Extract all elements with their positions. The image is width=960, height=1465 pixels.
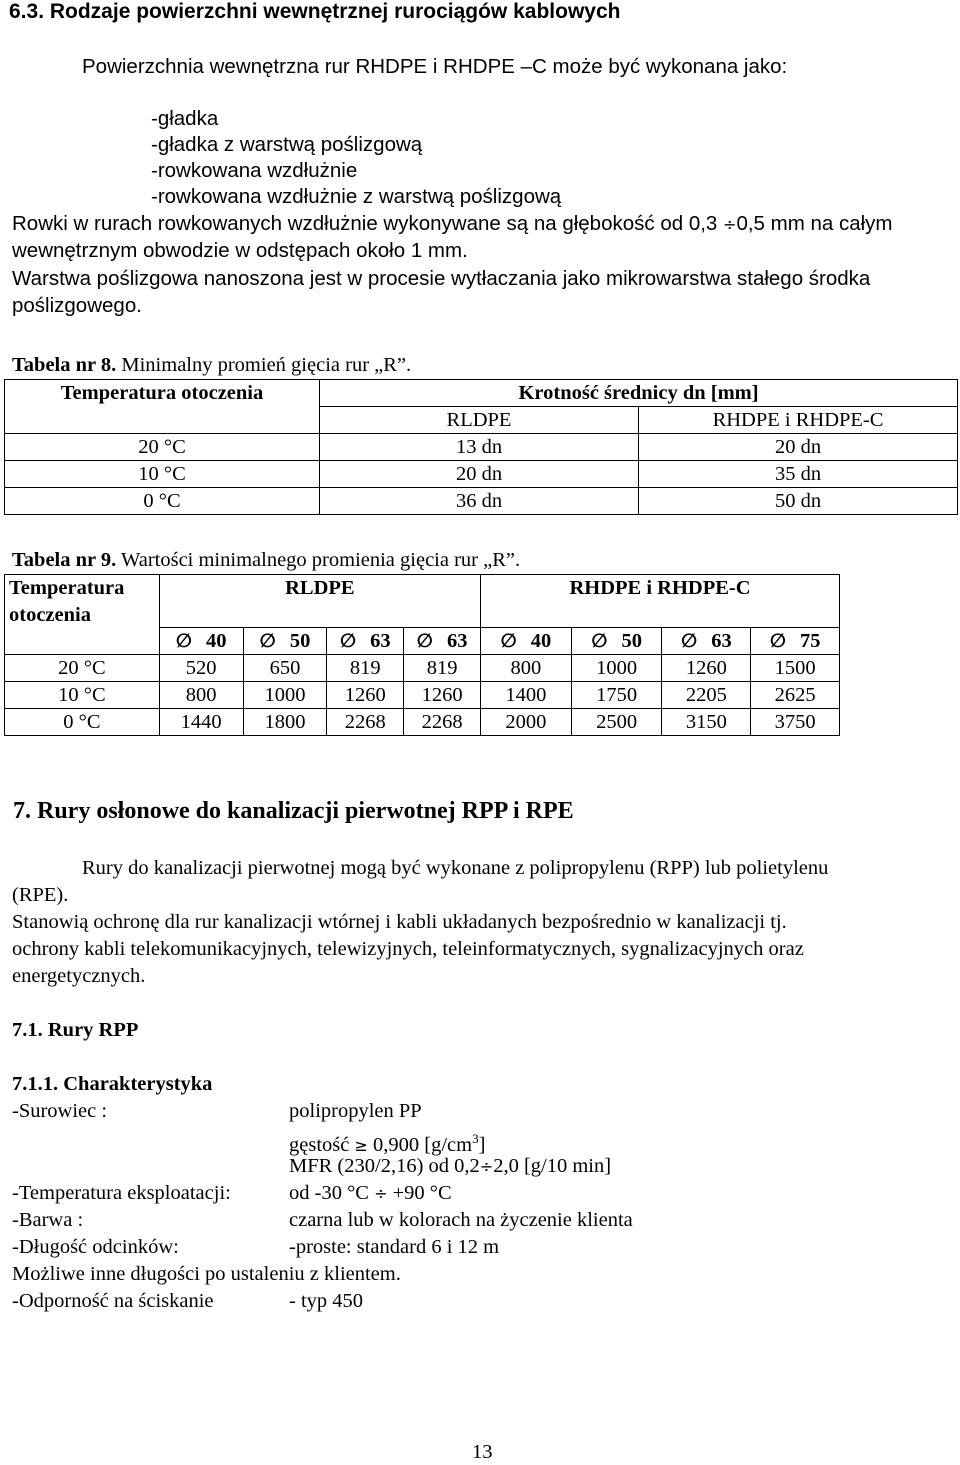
- divide-symbol: ÷: [374, 1184, 388, 1203]
- table9-caption: [12, 547, 520, 573]
- table-cell: 1500: [751, 655, 840, 682]
- header-group: Krotność średnicy dn [mm]: [320, 380, 958, 407]
- table8: [4, 379, 958, 515]
- spec-label: -Długość odcinków:: [12, 1236, 179, 1258]
- table-cell: 520: [159, 655, 243, 682]
- table-cell: 20 dn: [639, 434, 958, 461]
- header-rldpe: RLDPE: [159, 575, 480, 628]
- spec-value-mfr: MFR (230/2,16) od 0,2÷2,0 [g/10 min]: [289, 1155, 612, 1177]
- table-cell: 0 °C: [5, 709, 160, 736]
- diameter-icon: ∅: [769, 630, 786, 652]
- table-cell: 1260: [404, 682, 481, 709]
- paragraph-line: ochrony kabli telekomunikacyjnych, telewizyjnych, teleinformatycznych, sygnalizacyjnych oraz: [12, 938, 804, 960]
- subsection-heading: 7.1.1. Charakterystyka: [12, 1073, 213, 1095]
- spec-note: Możliwe inne długości po ustaleniu z klientem.: [12, 1263, 401, 1285]
- table-cell: 0 °C: [5, 488, 320, 515]
- table-cell: 50 dn: [639, 488, 958, 515]
- diameter-cell: ∅ 63: [327, 628, 404, 655]
- header-rhdpe: RHDPE i RHDPE-C: [639, 407, 958, 434]
- spec-value-temp: od -30 °C ÷ +90 °C: [289, 1182, 452, 1204]
- spec-label: -Odporność na ściskanie: [12, 1290, 214, 1312]
- table-cell: 2205: [662, 682, 751, 709]
- caption-text: Minimalny promień gięcia rur „R”.: [121, 354, 412, 376]
- table-cell: 819: [327, 655, 404, 682]
- header-rhdpe: RHDPE i RHDPE-C: [480, 575, 839, 628]
- paragraph-line: [12, 211, 893, 238]
- diameter-cell: ∅ 63: [662, 628, 751, 655]
- diameter-cell: ∅ 63: [404, 628, 481, 655]
- option-item: -rowkowana wzdłużnie: [151, 159, 358, 182]
- spec-value: - typ 450: [289, 1290, 364, 1312]
- table-cell: 10 °C: [5, 461, 320, 488]
- divide-symbol: ÷: [479, 1157, 494, 1176]
- table-cell: 1400: [480, 682, 571, 709]
- paragraph-line: Warstwa poślizgowa nanoszona jest w procesie wytłaczania jako mikrowarstwa stałego środka: [12, 267, 871, 290]
- intro-text: Powierzchnia wewnętrzna rur RHDPE i RHDPE –C może być wykonana jako:: [82, 55, 788, 78]
- table-cell: 20 °C: [5, 434, 320, 461]
- diameter-icon: ∅: [416, 630, 433, 652]
- table-cell: 2000: [480, 709, 571, 736]
- chapter-heading: 7. Rury osłonowe do kanalizacji pierwotnej RPP i RPE: [13, 798, 574, 824]
- caption-text: Wartości minimalnego promienia gięcia rur „R”.: [121, 549, 521, 571]
- spec-value: czarna lub w kolorach na życzenie klienta: [289, 1209, 633, 1231]
- paragraph-line: wewnętrznym obwodzie w odstępach około 1 mm.: [12, 239, 468, 262]
- table-cell: 1000: [243, 682, 327, 709]
- table-row: [5, 461, 958, 488]
- table9: [4, 574, 840, 736]
- table8-caption: [12, 352, 411, 378]
- paragraph-line: (RPE).: [12, 884, 69, 906]
- subsection-heading: 7.1. Rury RPP: [12, 1019, 139, 1041]
- diameter-icon: ∅: [591, 630, 608, 652]
- header-rldpe: RLDPE: [320, 407, 639, 434]
- diameter-icon: ∅: [500, 630, 517, 652]
- table-cell: 650: [243, 655, 327, 682]
- table-cell: 20 °C: [5, 655, 160, 682]
- section-heading: 6.3. Rodzaje powierzchni wewnętrznej rurociągów kablowych: [9, 0, 621, 23]
- table-row: [5, 488, 958, 515]
- header-temperature: Temperatura otoczenia: [5, 380, 320, 434]
- paragraph-text: Rowki w rurach rowkowanych wzdłużnie wykonywane są na głębokość od 0,3: [12, 212, 718, 235]
- table-cell: 2268: [327, 709, 404, 736]
- table-cell: 10 °C: [5, 682, 160, 709]
- paragraph-line: poślizgowego.: [12, 294, 142, 317]
- diameter-cell: ∅ 75: [751, 628, 840, 655]
- table-row: [5, 682, 840, 709]
- table-cell: 1800: [243, 709, 327, 736]
- paragraph-line: Rury do kanalizacji pierwotnej mogą być wykonane z polipropylenu (RPP) lub polietylenu: [82, 857, 829, 879]
- spec-label: -Barwa :: [12, 1209, 84, 1231]
- table-cell: 3750: [751, 709, 840, 736]
- spec-label: -Temperatura eksploatacji:: [12, 1182, 231, 1204]
- diameter-icon: ∅: [680, 630, 698, 652]
- table-cell: 20 dn: [320, 461, 639, 488]
- diameter-cell: ∅ 40: [159, 628, 243, 655]
- paragraph-text: 0,5 mm na całym: [736, 212, 893, 235]
- geq-symbol: ≥: [354, 1135, 368, 1155]
- header-temperature: Temperatura otoczenia: [5, 575, 160, 655]
- caption-label: Tabela nr 9.: [12, 549, 117, 571]
- table-row: [5, 709, 840, 736]
- table-cell: 3150: [662, 709, 751, 736]
- diameter-icon: ∅: [259, 630, 276, 652]
- table-cell: 2625: [751, 682, 840, 709]
- table-cell: 13 dn: [320, 434, 639, 461]
- table-cell: 35 dn: [639, 461, 958, 488]
- table-cell: 1750: [571, 682, 662, 709]
- spec-value: -proste: standard 6 i 12 m: [289, 1236, 500, 1258]
- table-header-row: [5, 575, 840, 628]
- diameter-cell: ∅ 40: [480, 628, 571, 655]
- caption-label: Tabela nr 8.: [12, 354, 117, 376]
- table-cell: 2268: [404, 709, 481, 736]
- page-number: 13: [472, 1441, 493, 1463]
- table-cell: 1000: [571, 655, 662, 682]
- paragraph-line: energetycznych.: [12, 965, 146, 987]
- spec-value: polipropylen PP: [289, 1100, 422, 1122]
- table-row: [5, 434, 958, 461]
- table-cell: 1260: [327, 682, 404, 709]
- table-row: [5, 655, 840, 682]
- diameter-cell: ∅ 50: [243, 628, 327, 655]
- diameter-icon: ∅: [175, 630, 193, 652]
- option-item: -gładka: [151, 107, 219, 130]
- table-cell: 1260: [662, 655, 751, 682]
- spec-value-density: gęstość ≥ 0,900 $[g/cm^3]$: [289, 1131, 486, 1156]
- option-item: -rowkowana wzdłużnie z warstwą poślizgową: [151, 185, 562, 208]
- table-cell: 819: [404, 655, 481, 682]
- table-cell: 800: [480, 655, 571, 682]
- table-header-row: [5, 380, 958, 407]
- divide-symbol: ÷: [723, 215, 737, 234]
- table-cell: 1440: [159, 709, 243, 736]
- option-item: -gładka z warstwą poślizgową: [151, 133, 423, 156]
- spec-label: -Surowiec :: [12, 1100, 108, 1122]
- table-cell: 800: [159, 682, 243, 709]
- table-cell: 36 dn: [320, 488, 639, 515]
- table-cell: 2500: [571, 709, 662, 736]
- paragraph-line: Stanowią ochronę dla rur kanalizacji wtórnej i kabli układanych bezpośrednio w kanalizacji tj.: [12, 911, 787, 933]
- diameter-icon: ∅: [339, 630, 357, 652]
- diameter-cell: ∅ 50: [571, 628, 662, 655]
